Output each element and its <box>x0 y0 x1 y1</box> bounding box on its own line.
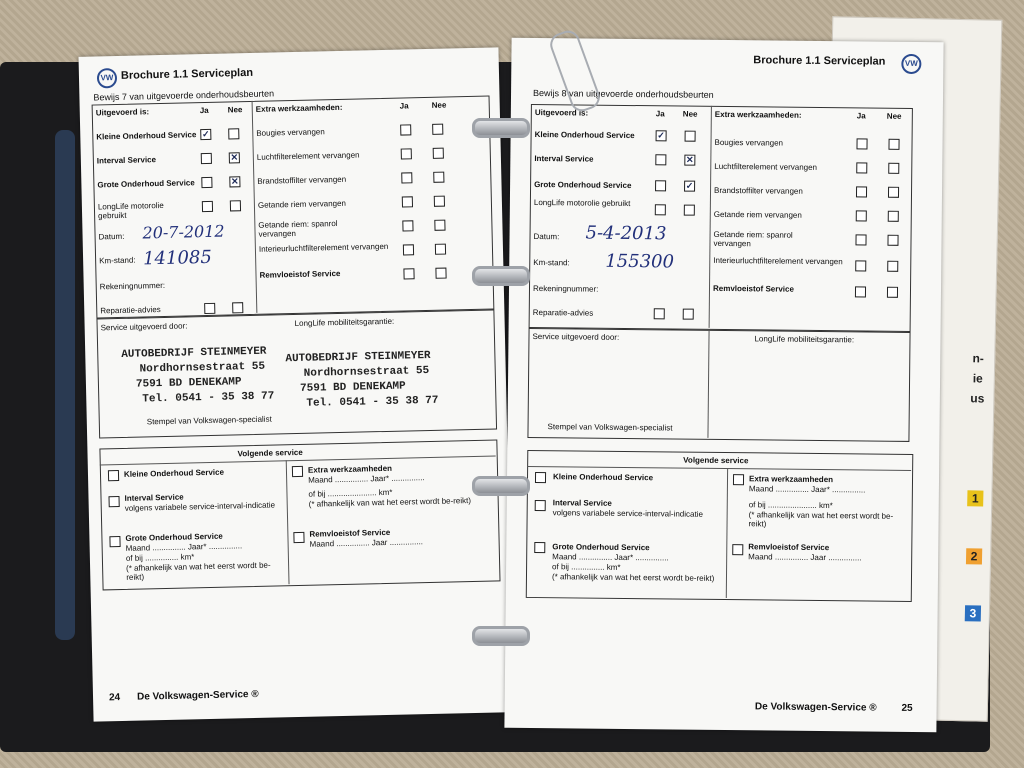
volgende-item: (* afhankelijk van wat het eerst wordt be-reikt) <box>126 560 271 582</box>
checkbox-reparatie-nee[interactable] <box>232 302 243 313</box>
extra-item: Getande riem vervangen <box>713 209 802 220</box>
checkbox-longlife-ja[interactable] <box>202 201 213 212</box>
extra-item: Interieurluchtfilterelement vervangen <box>258 241 389 254</box>
checkbox-extra-4-nee[interactable] <box>434 196 445 207</box>
extra-label: Extra werkzaamheden: <box>714 109 802 120</box>
volgende-item: Maand ............... Jaar ............... <box>309 537 424 549</box>
checkbox-volgende-grote[interactable] <box>534 542 545 553</box>
checkbox-extra-5-ja[interactable] <box>402 220 413 231</box>
checkbox-volgende-grote[interactable] <box>109 536 120 547</box>
volgende-item: Grote Onderhoud Service <box>125 531 223 543</box>
checkbox-extra-2-nee[interactable] <box>888 163 899 174</box>
extra-item: Luchtfilterelement vervangen <box>714 161 818 172</box>
page-number: 25 <box>901 702 913 714</box>
checkbox-reparatie-ja[interactable] <box>654 308 665 319</box>
dealer-stamp-1 <box>121 345 274 408</box>
checkbox-volgende-rem[interactable] <box>732 544 743 555</box>
left-page <box>79 47 514 721</box>
reparatie-label: Reparatie-advies <box>100 305 161 316</box>
tab-2[interactable]: 2 <box>966 548 982 564</box>
extra-item: Getande riem: spanrol vervangen <box>713 229 793 249</box>
checkbox-extra-7-nee[interactable] <box>435 268 446 279</box>
service-item: Grote Onderhoud Service <box>97 178 195 190</box>
longlife-label: LongLife mobiliteitsgarantie: <box>294 316 395 329</box>
back-tab-text-2: ie <box>972 371 983 386</box>
checkbox-extra-4-ja[interactable] <box>856 210 867 221</box>
back-tab-text-1: n- <box>972 351 985 366</box>
back-tab-text-3: us <box>970 391 985 406</box>
volgende-item: Extra werkzaamheden <box>748 474 834 485</box>
checkbox-interval-nee[interactable]: ✕ <box>686 154 694 165</box>
extra-item: Bougies vervangen <box>256 127 325 138</box>
extra-item: Remvloeistof Service <box>259 268 341 280</box>
km-label: Km-stand: <box>533 257 570 268</box>
volgende-item: of bij ............... km* <box>125 552 195 563</box>
binder-ring-icon <box>472 266 530 286</box>
volgende-item: Maand ............... Jaar* ............... <box>552 552 669 563</box>
checkbox-extra-6-ja[interactable] <box>855 260 866 271</box>
volgende-item: Maand ............... Jaar* ............... <box>308 473 425 485</box>
checkbox-extra-1-nee[interactable] <box>432 124 443 135</box>
volgende-item: Remvloeistof Service <box>309 527 391 539</box>
km-value[interactable]: 141085 <box>142 246 213 270</box>
checkbox-reparatie-nee[interactable] <box>683 309 694 320</box>
volgende-item: Remvloeistof Service <box>748 542 830 553</box>
service-item: Grote Onderhoud Service <box>534 180 632 191</box>
volgende-item: of bij ...................... km* <box>748 500 833 511</box>
service-by-label: Service uitgevoerd door: <box>100 321 188 333</box>
extra-col-ja: Ja <box>856 111 866 121</box>
tab-3[interactable]: 3 <box>965 605 981 621</box>
checkbox-grote-nee[interactable]: ✕ <box>230 176 239 187</box>
extra-col-ja: Ja <box>399 101 409 111</box>
page-header: Brochure 1.1 Serviceplan <box>753 54 886 68</box>
volgende-item: Maand ............... Jaar* ............... <box>125 541 243 553</box>
extra-col-nee: Nee <box>431 100 447 110</box>
rekening-label: Rekeningnummer: <box>99 280 166 292</box>
checkbox-reparatie-ja[interactable] <box>204 303 215 314</box>
checkbox-extra-1-ja[interactable] <box>400 124 411 135</box>
checkbox-extra-3-ja[interactable] <box>856 186 867 197</box>
extra-item: Brandstoffilter vervangen <box>713 185 803 196</box>
binder-strap <box>55 130 75 640</box>
datum-value[interactable]: 20-7-2012 <box>142 221 225 243</box>
volgende-item: Interval Service <box>124 492 184 503</box>
extra-col-nee: Nee <box>886 111 902 121</box>
reparatie-label: Reparatie-advies <box>532 307 594 318</box>
checkbox-extra-6-nee[interactable] <box>887 261 898 272</box>
checkbox-volgende-extra[interactable] <box>292 466 303 477</box>
checkbox-longlife-nee[interactable] <box>230 200 241 211</box>
uitgevoerd-label: Uitgevoerd is: <box>534 108 589 118</box>
page-subheader: Bewijs 8 van uitgevoerde onderhoudsbeurten <box>532 87 714 100</box>
rekening-label: Rekeningnummer: <box>532 283 599 294</box>
right-page <box>504 38 943 732</box>
vw-logo-icon: VW <box>97 68 117 88</box>
checkbox-extra-2-ja[interactable] <box>856 162 867 173</box>
checkbox-volgende-interval[interactable] <box>535 500 546 511</box>
checkbox-extra-2-ja[interactable] <box>401 148 412 159</box>
extra-item: Bougies vervangen <box>714 137 784 148</box>
service-by-label: Service uitgevoerd door: <box>532 331 620 342</box>
volgende-title: Volgende service <box>237 447 303 459</box>
checkbox-extra-5-nee[interactable] <box>434 220 445 231</box>
checkbox-grote-ja[interactable] <box>201 177 212 188</box>
volgende-item: (* afhankelijk van wat het eerst wordt be-reikt) <box>308 496 472 509</box>
checkbox-volgende-rem[interactable] <box>293 532 304 543</box>
binder-ring-icon <box>472 626 530 646</box>
km-value[interactable]: 155300 <box>605 250 675 273</box>
extra-item: Interieurluchtfilterelement vervangen <box>713 255 843 267</box>
volgende-item: of bij ...................... km* <box>308 487 393 499</box>
page-subheader: Bewijs 7 van uitgevoerde onderhoudsbeurten <box>93 88 275 103</box>
checkbox-longlife-ja[interactable] <box>655 204 666 215</box>
stamp-line: Nordhornsestraat 55 <box>139 360 266 376</box>
tab-1[interactable]: 1 <box>967 490 983 506</box>
col-nee: Nee <box>682 109 698 119</box>
service-item: Interval Service <box>534 154 594 164</box>
volgende-item: Interval Service <box>552 498 612 508</box>
volgende-item: of bij ............... km* <box>552 562 621 572</box>
binder-ring-icon <box>472 118 530 138</box>
checkbox-grote-ja[interactable] <box>655 180 666 191</box>
checkbox-interval-ja[interactable] <box>201 153 212 164</box>
volgende-item: Maand ............... Jaar* ............... <box>748 484 866 495</box>
binder-ring-icon <box>472 476 530 496</box>
extra-item: Luchtfilterelement vervangen <box>256 150 360 162</box>
checkbox-extra-5-nee[interactable] <box>887 235 898 246</box>
extra-item: Brandstoffilter vervangen <box>257 174 347 186</box>
volgende-item: Maand ............... Jaar ............... <box>748 552 862 563</box>
page-header: Brochure 1.1 Serviceplan <box>120 66 254 82</box>
stempel-label: Stempel van Volkswagen-specialist <box>547 422 673 433</box>
checkbox-extra-5-ja[interactable] <box>855 234 866 245</box>
service-item: LongLife motorolie gebruikt <box>97 200 164 221</box>
col-nee: Nee <box>227 105 243 115</box>
checkbox-kleine-ja[interactable]: ✓ <box>201 128 210 140</box>
checkbox-extra-2-nee[interactable] <box>433 148 444 159</box>
datum-label: Datum: <box>533 231 560 242</box>
checkbox-interval-nee[interactable]: ✕ <box>230 152 239 163</box>
uitgevoerd-label: Uitgevoerd is: <box>95 107 150 118</box>
volgende-item: volgens variabele service-interval-indicatie <box>124 500 276 513</box>
stempel-label: Stempel van Volkswagen-specialist <box>146 414 272 427</box>
volgende-item: Extra werkzaamheden <box>307 463 393 475</box>
checkbox-extra-1-ja[interactable] <box>856 138 867 149</box>
checkbox-volgende-extra[interactable] <box>733 474 744 485</box>
checkbox-extra-4-ja[interactable] <box>402 196 413 207</box>
checkbox-extra-3-nee[interactable] <box>888 187 899 198</box>
volgende-title: Volgende service <box>683 455 749 466</box>
extra-item: Getande riem vervangen <box>257 198 347 210</box>
checkbox-volgende-kleine[interactable] <box>535 472 546 483</box>
longlife-label: LongLife mobiliteitsgarantie: <box>754 334 855 345</box>
volgende-item: (* afhankelijk van wat het eerst wordt be-reikt) <box>748 510 894 529</box>
checkbox-extra-3-nee[interactable] <box>433 172 444 183</box>
checkbox-extra-6-nee[interactable] <box>435 244 446 255</box>
checkbox-extra-7-ja[interactable] <box>403 268 414 279</box>
checkbox-extra-7-ja[interactable] <box>855 286 866 297</box>
dealer-stamp-2 <box>285 349 438 412</box>
checkbox-extra-1-nee[interactable] <box>888 139 899 150</box>
stamp-line: AUTOBEDRIJF STEINMEYER <box>121 345 267 361</box>
checkbox-kleine-nee[interactable] <box>228 128 239 139</box>
volgende-item: Grote Onderhoud Service <box>552 542 650 553</box>
checkbox-grote-nee[interactable]: ✓ <box>685 180 694 191</box>
stamp-line: Tel. 0541 - 35 38 77 <box>142 390 275 406</box>
stamp-line: Tel. 0541 - 35 38 77 <box>306 394 439 410</box>
datum-label: Datum: <box>98 231 125 242</box>
stamp-line: AUTOBEDRIJF STEINMEYER <box>285 349 431 366</box>
service-item: Kleine Onderhoud Service <box>534 130 635 141</box>
page-number: 24 <box>108 692 121 704</box>
volgende-item: Kleine Onderhoud Service <box>552 472 654 483</box>
volgende-item: volgens variabele service-interval-indicatie <box>552 508 703 519</box>
col-ja: Ja <box>199 105 209 116</box>
checkbox-extra-4-nee[interactable] <box>888 211 899 222</box>
col-ja: Ja <box>655 109 665 119</box>
volgende-item: (* afhankelijk van wat het eerst wordt be-reikt) <box>551 572 715 583</box>
service-item: Kleine Onderhoud Service <box>96 130 197 142</box>
checkbox-extra-7-nee[interactable] <box>887 287 898 298</box>
checkbox-longlife-nee[interactable] <box>684 205 695 216</box>
checkbox-kleine-nee[interactable] <box>685 131 696 142</box>
checkbox-interval-ja[interactable] <box>655 154 666 165</box>
checkbox-extra-3-ja[interactable] <box>401 172 412 183</box>
vw-logo-icon: VW <box>901 54 921 74</box>
km-label: Km-stand: <box>99 255 136 266</box>
checkbox-volgende-interval[interactable] <box>108 496 119 507</box>
extra-label: Extra werkzaamheden: <box>255 102 343 114</box>
extra-item: Remvloeistof Service <box>712 283 794 294</box>
checkbox-extra-6-ja[interactable] <box>403 244 414 255</box>
footer-title: De Volkswagen-Service ® <box>754 701 877 714</box>
stamp-line: Nordhornsestraat 55 <box>303 364 430 380</box>
service-item: Interval Service <box>96 155 157 166</box>
footer-title: De Volkswagen-Service ® <box>136 688 259 703</box>
checkbox-kleine-ja[interactable]: ✓ <box>657 130 665 141</box>
service-item: LongLife motorolie gebruikt <box>533 197 631 209</box>
datum-value[interactable]: 5-4-2013 <box>585 222 667 245</box>
stamp-line: 7591 BD DENEKAMP <box>135 376 242 391</box>
checkbox-volgende-kleine[interactable] <box>108 470 119 481</box>
extra-item: Getande riem: spanrol vervangen <box>258 219 338 239</box>
stamp-line: 7591 BD DENEKAMP <box>299 380 406 395</box>
volgende-item: Kleine Onderhoud Service <box>123 467 225 479</box>
